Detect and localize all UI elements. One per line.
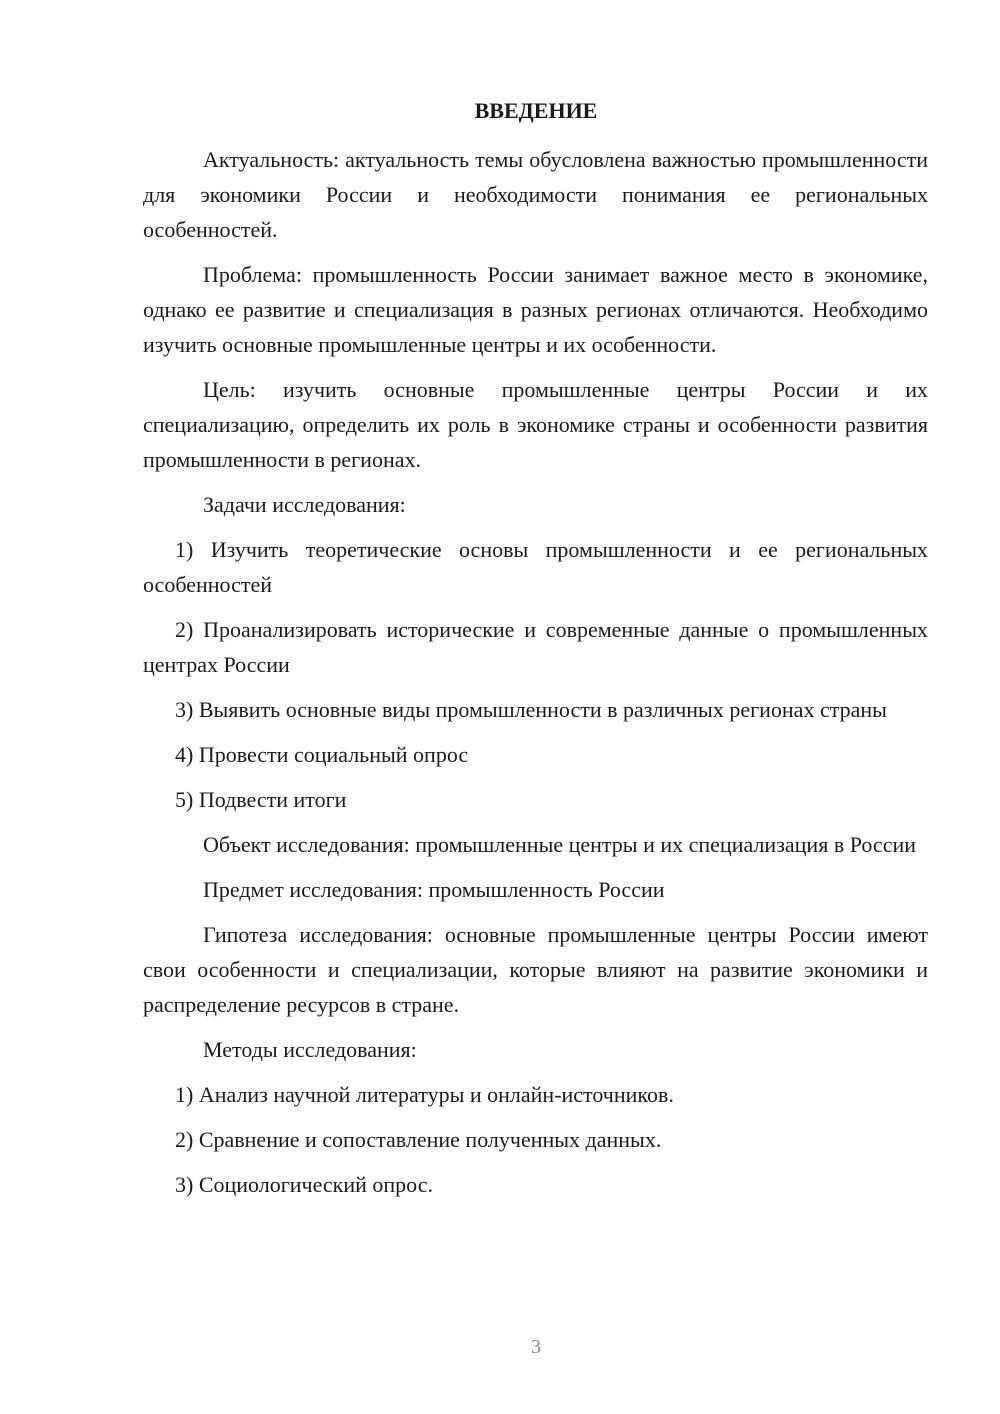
hypothesis-paragraph: Гипотеза исследования: основные промышленные центры России имеют свои особенности и специализации, которые влияют на развитие экономики и распределение ресурсов в стране. xyxy=(143,922,928,1017)
task-item: 2) Проанализировать исторические и современные данные о промышленных центрах России xyxy=(143,617,928,677)
method-item: 1) Анализ научной литературы и онлайн-источников. xyxy=(175,1082,674,1107)
section-heading: ВВЕДЕНИЕ xyxy=(474,98,598,123)
method-item: 2) Сравнение и сопоставление полученных данных. xyxy=(175,1127,662,1152)
problem-paragraph: Проблема: промышленность России занимает важное место в экономике, однако ее развитие и специализация в разных регионах отличаются. Необходимо изучить основные промышленные центры и их особенности. xyxy=(143,262,928,357)
task-item: 3) Выявить основные виды промышленности в различных регионах страны xyxy=(175,697,887,722)
document-body xyxy=(143,142,928,1212)
method-item: 3) Социологический опрос. xyxy=(175,1172,433,1197)
page-number: 3 xyxy=(531,1336,541,1358)
task-item: 5) Подвести итоги xyxy=(175,787,347,812)
task-item: 4) Провести социальный опрос xyxy=(175,742,469,767)
goal-paragraph: Цель: изучить основные промышленные центры России и их специализацию, определить их роль в экономике страны и особенности развития промышленности в регионах. xyxy=(143,377,928,472)
methods-title: Методы исследования: xyxy=(203,1037,417,1062)
tasks-title: Задачи исследования: xyxy=(203,492,406,517)
task-item: 1) Изучить теоретические основы промышленности и ее региональных особенностей xyxy=(143,537,928,597)
subject-paragraph: Предмет исследования: промышленность России xyxy=(203,877,665,902)
object-paragraph: Объект исследования: промышленные центры и их специализация в России xyxy=(203,832,917,857)
relevance-paragraph: Актуальность: актуальность темы обусловлена важностью промышленности для экономики России и необходимости понимания ее региональных особенностей. xyxy=(143,147,928,242)
